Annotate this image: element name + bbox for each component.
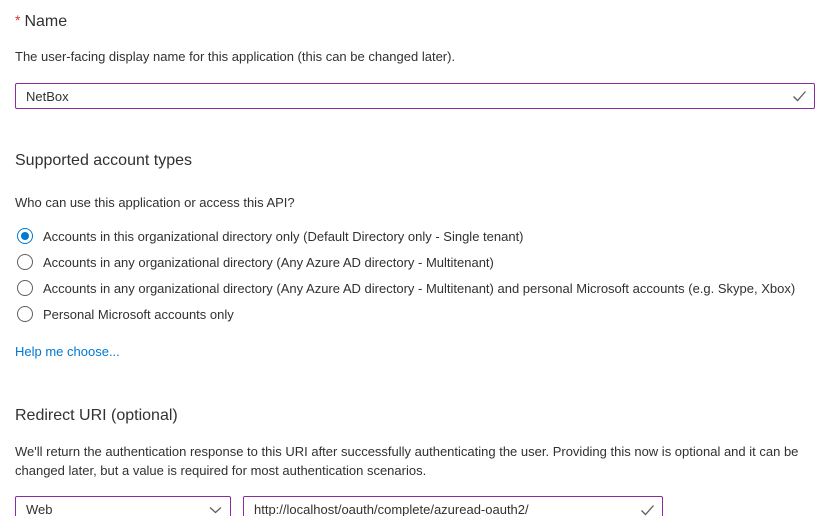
platform-select-value: Web [26,502,53,516]
platform-select[interactable] [15,496,231,516]
account-type-option-label: Accounts in any organizational directory (Any Azure AD directory - Multitenant) and personal Microsoft accounts (e.g. Skype, Xbox) [43,280,796,296]
name-section-title-text: Name [24,13,68,30]
radio-button-icon[interactable] [17,280,33,296]
name-input[interactable] [16,89,814,104]
radio-button-icon[interactable] [17,306,33,322]
radio-button-icon[interactable] [17,254,33,270]
redirect-uri-description: We'll return the authentication response to this URI after successfully authenticating the user. Providing this now is optional and it can be changed later, but a value is required for most authentication scenarios. [15,444,799,478]
help-me-choose-link[interactable]: Help me choose... [15,344,120,359]
account-type-option-1[interactable] [15,249,815,275]
account-types-question: Who can use this application or access this API? [15,195,295,210]
required-asterisk: * [15,12,21,28]
account-types-title: Supported account types [15,152,193,169]
redirect-uri-title: Redirect URI (optional) [15,407,178,424]
account-type-option-label: Accounts in this organizational directory only (Default Directory only - Single tenant) [43,228,524,244]
checkmark-icon [792,90,807,102]
radio-button-icon[interactable] [17,228,33,244]
redirect-uri-input[interactable] [244,502,662,516]
redirect-uri-input-container [243,496,663,516]
name-section-title [15,12,815,31]
account-type-option-3[interactable] [15,301,815,327]
account-type-option-label: Accounts in any organizational directory (Any Azure AD directory - Multitenant) [43,254,494,270]
name-description: The user-facing display name for this application (this can be changed later). [15,49,456,64]
account-type-options [15,223,815,327]
account-type-option-0[interactable] [15,223,815,249]
name-input-container [15,83,815,109]
checkmark-icon [640,504,655,516]
account-type-option-2[interactable] [15,275,815,301]
redirect-uri-row [15,496,815,516]
account-type-option-label: Personal Microsoft accounts only [43,306,234,322]
chevron-down-icon [209,506,222,514]
